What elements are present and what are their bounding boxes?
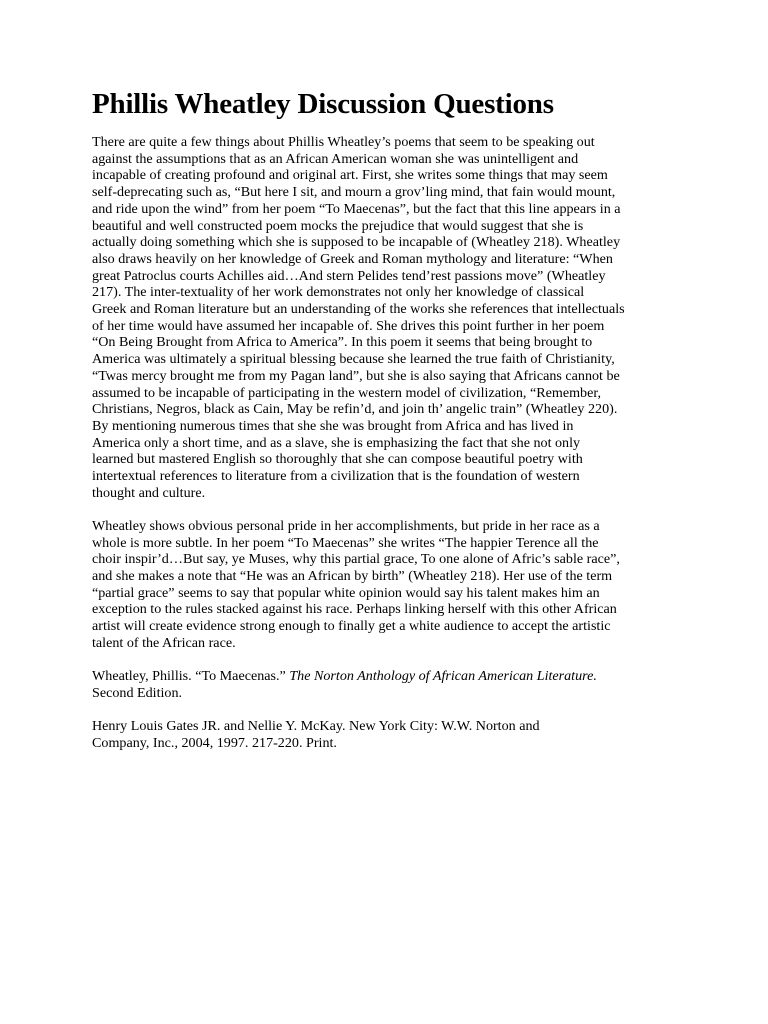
body-paragraph-2: Wheatley shows obvious personal pride in her accomplishments, but pride in her race as a whole is more subtle. In her poem “To Maecenas” she writes “The happier Terence all the choir inspir’d…But say, ye Muses, why this partial grace, To one alone of Afric’s sable race”, and she makes a note that “He was an African by birth” (Wheatley 218). Her use of the term “partial grace” seems to say that popular white opinion would say his talent makes him an exception to the rules stacked against his race. Perhaps linking herself with this other African artist will create evidence strong enough to finally get a white audience to accept the artistic talent of the African race. (92, 517, 620, 651)
body-paragraph-1: There are quite a few things about Phillis Wheatley’s poems that seem to be speaking out against the assumptions that as an African American woman she was unintelligent and incapable of creating profound and original art. First, she writes some things that may seem self-deprecating such as, “But here I sit, and mourn a grov’ling mind, that fain would mount, and ride upon the wind” from her poem “To Maecenas”, but the fact that this line appears in a beautiful and well constructed poem mocks the prejudice that would suggest that she is actually doing something which she is supposed to be incapable of (Wheatley 218). Wheatley also draws heavily on her knowledge of Greek and Roman mythology and literature: “When great Patroclus courts Achilles aid…And stern Pelides tend’rest passions move” (Wheatley 217). The inter-textuality of her work demonstrates not only her knowledge of classical Greek and Roman literature but an understanding of the works she references that intellectuals of her time would have assumed her incapable of. She drives this point further in her poem “On Being Brought from Africa to America”. In this poem it seems that being brought to America was ultimately a spiritual blessing because she learned the true faith of Christianity, “Twas mercy brought me from my Pagan land”, but she is also saying that Africans cannot be assumed to be incapable of participating in the western model of civilization, “Remember, Christians, Negros, black as Cain, May be refin’d, and join th’ angelic train” (Wheatley 220). By mentioning numerous times that she she was brought from Africa and has lived in America only a short time, and as a slave, she is emphasizing the fact that she not only learned but mastered English so thoroughly that she can compose beautiful poetry with intertextual references to literature from a civilization that is the foundation of western thought and culture. (92, 134, 625, 501)
citation-edition: Second Edition. (92, 684, 183, 701)
page-title: Phillis Wheatley Discussion Questions (92, 88, 554, 120)
document-page (92, 86, 682, 751)
citation-title: The Norton Anthology of African American Literature. (289, 668, 597, 685)
works-cited-entry (92, 668, 682, 701)
citation-lead: Wheatley, Phillis. “To Maecenas.” (92, 668, 290, 685)
citation-continuation: Henry Louis Gates JR. and Nellie Y. McKay. New York City: W.W. Norton and Company, Inc., 2004, 1997. 217-220. Print. (92, 718, 540, 751)
